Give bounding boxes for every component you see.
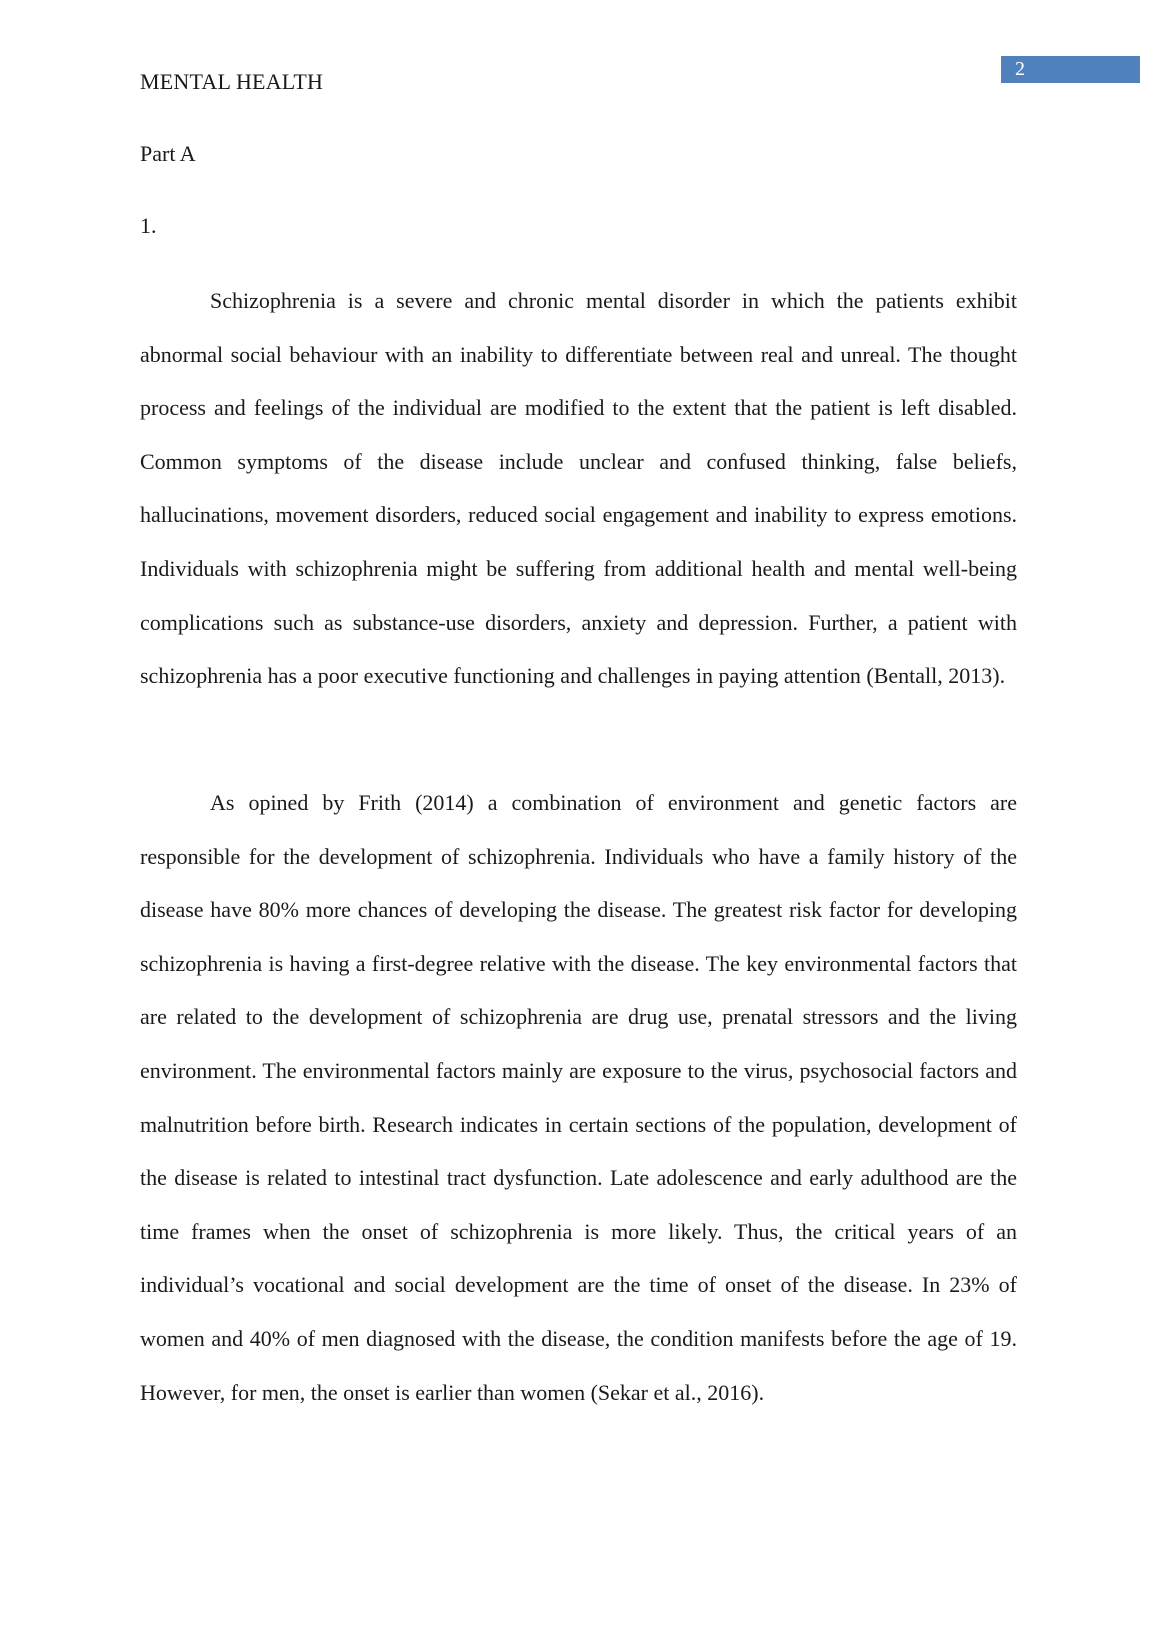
body-paragraph-causes-and-onset: As opined by Frith (2014) a combination of environment and genetic factors are responsible for the development of schizophrenia. Individuals who have a family history of the disease have 80% more chances of developing the disease. The greatest risk factor for developing schizophrenia is having a first-degree relative with the disease. The key environmental factors that are related to the development of schizophrenia are drug use, prenatal stressors and the living environment. The environmental factors mainly are exposure to the virus, psychosocial factors and malnutrition before birth. Research indicates in certain sections of the population, development of the disease is related to intestinal tract dysfunction. Late adolescence and early adulthood are the time frames when the onset of schizophrenia is more likely. Thus, the critical years of an individual’s vocational and social development are the time of onset of the disease. In 23% of women and 40% of men diagnosed with the disease, the condition manifests before the age of 19. However, for men, the onset is earlier than women (Sekar et al., 2016).: [140, 790, 1017, 1405]
running-head: MENTAL HEALTH: [140, 69, 324, 94]
question-number: 1.: [140, 213, 157, 238]
page-number: 2: [1001, 56, 1140, 83]
section-heading: Part A: [140, 141, 196, 166]
body-paragraph-schizophrenia-definition: Schizophrenia is a severe and chronic mental disorder in which the patients exhibit abnormal social behaviour with an inability to differentiate between real and unreal. The thought process and feelings of the individual are modified to the extent that the patient is left disabled. Common symptoms of the disease include unclear and confused thinking, false beliefs, hallucinations, movement disorders, reduced social engagement and inability to express emotions. Individuals with schizophrenia might be suffering from additional health and mental well-being complications such as substance-use disorders, anxiety and depression. Further, a patient with schizophrenia has a poor executive functioning and challenges in paying attention (Bentall, 2013).: [140, 288, 1017, 689]
